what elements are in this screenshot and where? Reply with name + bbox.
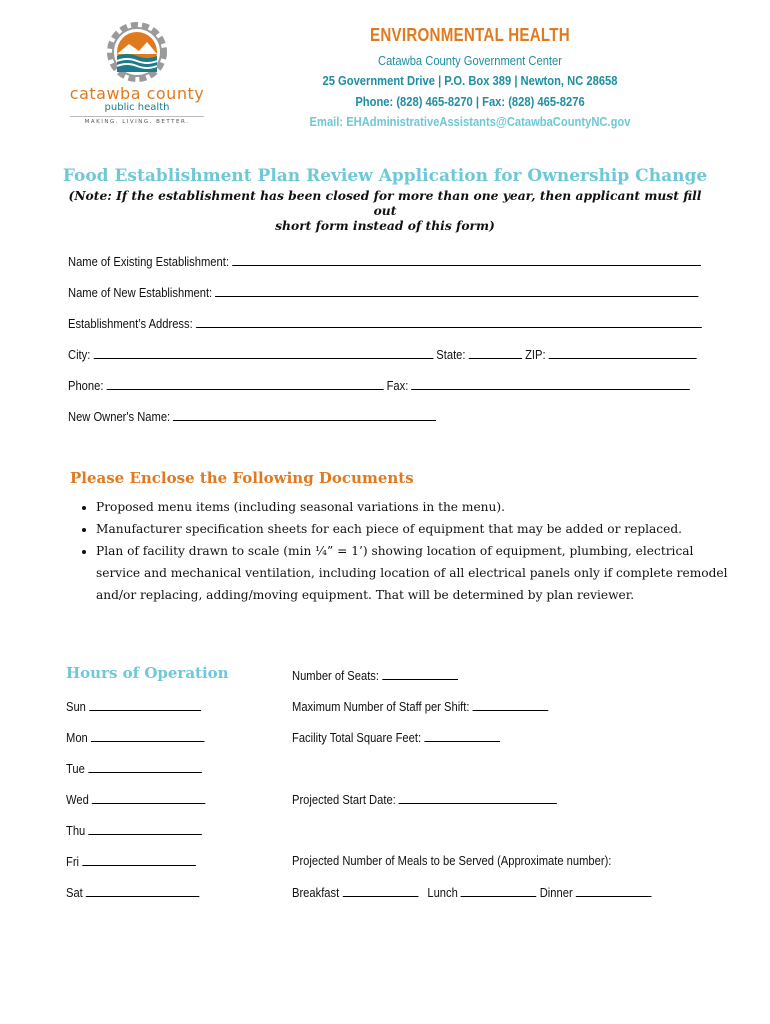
phone-row bbox=[68, 377, 690, 393]
existing-establishment-field[interactable] bbox=[232, 253, 701, 266]
start-date-field[interactable] bbox=[399, 791, 557, 804]
new-establishment-field[interactable] bbox=[215, 284, 698, 297]
city-field[interactable] bbox=[93, 346, 433, 359]
day-label: Wed bbox=[66, 792, 89, 807]
breakfast-label: Breakfast bbox=[292, 885, 340, 900]
lunch-field[interactable] bbox=[461, 884, 537, 897]
dinner-field[interactable] bbox=[576, 884, 652, 897]
meals-fields-row bbox=[292, 884, 651, 900]
day-label: Sun bbox=[66, 699, 86, 714]
logo-divider bbox=[70, 116, 204, 117]
phone-label: Phone: bbox=[68, 378, 104, 393]
day-label: Sat bbox=[66, 885, 83, 900]
day-row-thu bbox=[66, 822, 202, 838]
day-hours-field[interactable] bbox=[91, 729, 205, 742]
meals-row bbox=[292, 853, 611, 868]
document-item: • Plan of facility drawn to scale (min ¼” = 1’) showing location of equipment, plumbing, electrical service and mechanical ventilation, including location of all electrical panels only if complete remodel and/or replacing, adding/moving equipment. That will be determined by plan reviewer. bbox=[96, 540, 736, 606]
state-label: State: bbox=[436, 347, 466, 362]
header-email[interactable]: Email: EHAdministrativeAssistants@CatawbaCountyNC.gov bbox=[309, 114, 631, 129]
seats-label: Number of Seats: bbox=[292, 668, 379, 683]
dinner-label: Dinner bbox=[539, 885, 573, 900]
phone-field[interactable] bbox=[107, 377, 384, 390]
day-row-sun bbox=[66, 698, 201, 714]
header-center: Catawba County Government Center bbox=[378, 53, 562, 68]
document-item: • Proposed menu items (including seasonal variations in the menu). bbox=[96, 496, 736, 518]
day-label: Mon bbox=[66, 730, 88, 745]
day-hours-field[interactable] bbox=[88, 760, 202, 773]
note-line-2: short form instead of this form) bbox=[275, 218, 495, 233]
header-phone: Phone: (828) 465-8270 | Fax: (828) 465-8276 bbox=[355, 94, 585, 109]
seats-row bbox=[292, 667, 458, 683]
documents-title: Please Enclose the Following Documents bbox=[70, 469, 414, 487]
day-label: Tue bbox=[66, 761, 85, 776]
logo-subtitle: public health bbox=[104, 102, 170, 113]
day-row-wed bbox=[66, 791, 205, 807]
address-field[interactable] bbox=[196, 315, 702, 328]
staff-field[interactable] bbox=[473, 698, 549, 711]
day-hours-field[interactable] bbox=[82, 853, 196, 866]
day-label: Fri bbox=[66, 854, 80, 869]
existing-establishment-label: Name of Existing Establishment: bbox=[68, 254, 229, 269]
catawba-county-logo-icon bbox=[62, 20, 212, 130]
day-row-tue bbox=[66, 760, 201, 776]
logo-name: catawba county bbox=[69, 84, 205, 103]
form-note bbox=[60, 188, 710, 233]
zip-label: ZIP: bbox=[525, 347, 546, 362]
start-date-row bbox=[292, 791, 557, 807]
day-hours-field[interactable] bbox=[88, 822, 202, 835]
address-label: Establishment’s Address: bbox=[68, 316, 193, 331]
header-title: ENVIRONMENTAL HEALTH bbox=[370, 25, 570, 45]
address-row bbox=[68, 315, 701, 331]
day-hours-field[interactable] bbox=[89, 698, 201, 711]
sqft-row bbox=[292, 729, 500, 745]
staff-label: Maximum Number of Staff per Shift: bbox=[292, 699, 470, 714]
zip-field[interactable] bbox=[549, 346, 697, 359]
owner-row bbox=[68, 408, 436, 424]
state-field[interactable] bbox=[469, 346, 522, 359]
hours-title: Hours of Operation bbox=[66, 664, 229, 682]
city-label: City: bbox=[68, 347, 91, 362]
city-row bbox=[68, 346, 697, 362]
existing-establishment-row bbox=[68, 253, 701, 269]
day-row-mon bbox=[66, 729, 204, 745]
owner-field[interactable] bbox=[173, 408, 436, 421]
fax-field[interactable] bbox=[411, 377, 690, 390]
day-row-sat bbox=[66, 884, 199, 900]
day-label: Thu bbox=[66, 823, 86, 838]
document-item: • Manufacturer specification sheets for each piece of equipment that may be added or replaced. bbox=[96, 518, 736, 540]
documents-list bbox=[76, 496, 736, 606]
logo-tagline: MAKING. LIVING. BETTER. bbox=[84, 119, 190, 125]
seats-field[interactable] bbox=[382, 667, 458, 680]
start-date-label: Projected Start Date: bbox=[292, 792, 396, 807]
day-hours-field[interactable] bbox=[92, 791, 206, 804]
day-hours-field[interactable] bbox=[86, 884, 200, 897]
sqft-field[interactable] bbox=[424, 729, 500, 742]
sqft-label: Facility Total Square Feet: bbox=[292, 730, 422, 745]
header-address: 25 Government Drive | P.O. Box 389 | Newton, NC 28658 bbox=[322, 73, 618, 88]
lunch-label: Lunch bbox=[427, 885, 458, 900]
note-line-1: (Note: If the establishment has been closed for more than one year, then applicant must fill out bbox=[68, 188, 702, 218]
new-establishment-row bbox=[68, 284, 699, 300]
form-title: Food Establishment Plan Review Application for Ownership Change bbox=[62, 166, 708, 186]
new-establishment-label: Name of New Establishment: bbox=[68, 285, 213, 300]
day-row-fri bbox=[66, 853, 196, 869]
breakfast-field[interactable] bbox=[342, 884, 418, 897]
fax-label: Fax: bbox=[386, 378, 409, 393]
meals-label: Projected Number of Meals to be Served (Approximate number): bbox=[292, 853, 612, 868]
staff-row bbox=[292, 698, 548, 714]
owner-label: New Owner's Name: bbox=[68, 409, 171, 424]
